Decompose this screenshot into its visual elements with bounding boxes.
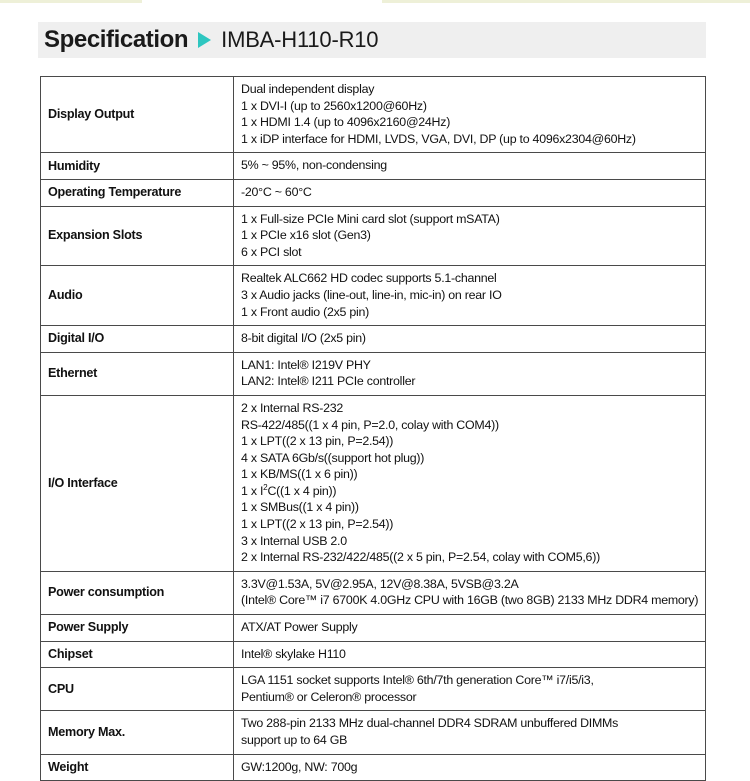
spec-value-cell	[234, 395, 706, 571]
table-row	[41, 571, 706, 614]
spec-value-line: LAN1: Intel® I219V PHY	[241, 357, 371, 372]
spec-value-cell	[234, 711, 706, 754]
spec-label-cell: Weight	[41, 754, 234, 781]
spec-value-line: 3.3V@1.53A, 5V@2.95A, 12V@8.38A, 5VSB@3.2A	[241, 576, 519, 591]
table-row	[41, 615, 706, 642]
table-row	[41, 711, 706, 754]
model-name: IMBA-H110-R10	[221, 27, 379, 52]
spec-value-line: RS-422/485((1 x 4 pin, P=2.0, colay with COM4))	[241, 417, 499, 432]
spec-label-cell: Audio	[41, 266, 234, 326]
spec-value-cell	[234, 615, 706, 642]
spec-value-cell	[234, 571, 706, 614]
specification-header	[44, 23, 378, 57]
specification-table-container	[40, 76, 706, 781]
spec-value-line: 1 x Full-size PCIe Mini card slot (support mSATA)	[241, 211, 500, 226]
spec-value-line: LAN2: Intel® I211 PCIe controller	[241, 374, 416, 389]
spec-label-cell: Power consumption	[41, 571, 234, 614]
spec-label-cell: Memory Max.	[41, 711, 234, 754]
spec-value-line: 1 x DVI-I (up to 2560x1200@60Hz)	[241, 98, 427, 113]
spec-value-cell	[234, 153, 706, 180]
specification-table	[40, 76, 706, 781]
spec-value-line: GW:1200g, NW: 700g	[241, 759, 358, 774]
spec-value-line: Pentium® or Celeron® processor	[241, 689, 417, 704]
spec-value-line: 2 x Internal RS-232	[241, 400, 344, 415]
spec-value-line: 6 x PCI slot	[241, 244, 302, 259]
spec-label-cell: CPU	[41, 668, 234, 711]
spec-value-line: 1 x $I^2C((1$ x 4 pin))	[241, 482, 337, 498]
spec-label-cell: Humidity	[41, 153, 234, 180]
spec-label-cell: Ethernet	[41, 352, 234, 395]
spec-value-line: Realtek ALC662 HD codec supports 5.1-channel	[241, 271, 497, 286]
spec-value-cell	[234, 668, 706, 711]
spec-value-cell	[234, 266, 706, 326]
spec-value-line: 1 x LPT((2 x 13 pin, P=2.54))	[241, 517, 394, 532]
top-band-gap	[142, 0, 382, 3]
spec-value-line: Intel® skylake H110	[241, 646, 346, 661]
spec-value-line: 1 x PCIe x16 slot (Gen3)	[241, 228, 371, 243]
spec-value-line: 1 x HDMI 1.4 (up to 4096x2160@24Hz)	[241, 115, 451, 130]
spec-value-line: 3 x Internal USB 2.0	[241, 533, 347, 548]
spec-value-cell	[234, 179, 706, 206]
table-row	[41, 754, 706, 781]
spec-value-line: 1 x iDP interface for HDMI, LVDS, VGA, DVI, DP (up to 4096x2304@60Hz)	[241, 131, 636, 146]
spec-value-line: (Intel® Core™ i7 6700K 4.0GHz CPU with 16GB (two 8GB) 2133 MHz DDR4 memory)	[241, 593, 699, 608]
spec-label-cell: Operating Temperature	[41, 179, 234, 206]
spec-value-cell	[234, 77, 706, 153]
triangle-right-icon	[198, 32, 211, 48]
spec-value-line: 8-bit digital I/O (2x5 pin)	[241, 331, 366, 346]
spec-value-line: 1 x Front audio (2x5 pin)	[241, 304, 370, 319]
spec-value-line: 4 x SATA 6Gb/s((support hot plug))	[241, 450, 425, 465]
spec-value-cell	[234, 352, 706, 395]
spec-label-cell: Power Supply	[41, 615, 234, 642]
page-top-accent-band	[0, 0, 750, 3]
spec-value-line: Dual independent display	[241, 82, 375, 96]
spec-value-line: 2 x Internal RS-232/422/485((2 x 5 pin, P=2.54, colay with COM5,6))	[241, 550, 600, 565]
spec-value-line: 5% ~ 95%, non-condensing	[241, 158, 387, 173]
table-row	[41, 179, 706, 206]
spec-label-cell: Expansion Slots	[41, 206, 234, 266]
table-row	[41, 395, 706, 571]
spec-value-line: 1 x SMBus((1 x 4 pin))	[241, 500, 359, 515]
spec-value-line: ATX/AT Power Supply	[241, 620, 358, 635]
table-row	[41, 77, 706, 153]
page-title: Specification	[44, 26, 189, 53]
spec-value-cell	[234, 206, 706, 266]
table-row	[41, 153, 706, 180]
table-row	[41, 266, 706, 326]
spec-label-cell: Chipset	[41, 641, 234, 668]
spec-value-line: 3 x Audio jacks (line-out, line-in, mic-in) on rear IO	[241, 287, 502, 302]
spec-label-cell: Display Output	[41, 77, 234, 153]
table-row	[41, 352, 706, 395]
spec-label-cell: Digital I/O	[41, 326, 234, 353]
spec-value-line: 1 x LPT((2 x 13 pin, P=2.54))	[241, 434, 394, 449]
spec-value-cell	[234, 754, 706, 781]
spec-value-line: Two 288-pin 2133 MHz dual-channel DDR4 SDRAM unbuffered DIMMs	[241, 716, 619, 731]
spec-value-line: support up to 64 GB	[241, 733, 348, 747]
spec-value-line: -20°C ~ 60°C	[241, 184, 312, 199]
table-row	[41, 326, 706, 353]
spec-label-cell: I/O Interface	[41, 395, 234, 571]
spec-value-line: LGA 1151 socket supports Intel® 6th/7th generation Core™ i7/i5/i3,	[241, 673, 594, 688]
spec-value-line: 1 x KB/MS((1 x 6 pin))	[241, 467, 358, 482]
table-row	[41, 641, 706, 668]
spec-value-cell	[234, 641, 706, 668]
table-row	[41, 668, 706, 711]
spec-value-cell	[234, 326, 706, 353]
table-row	[41, 206, 706, 266]
